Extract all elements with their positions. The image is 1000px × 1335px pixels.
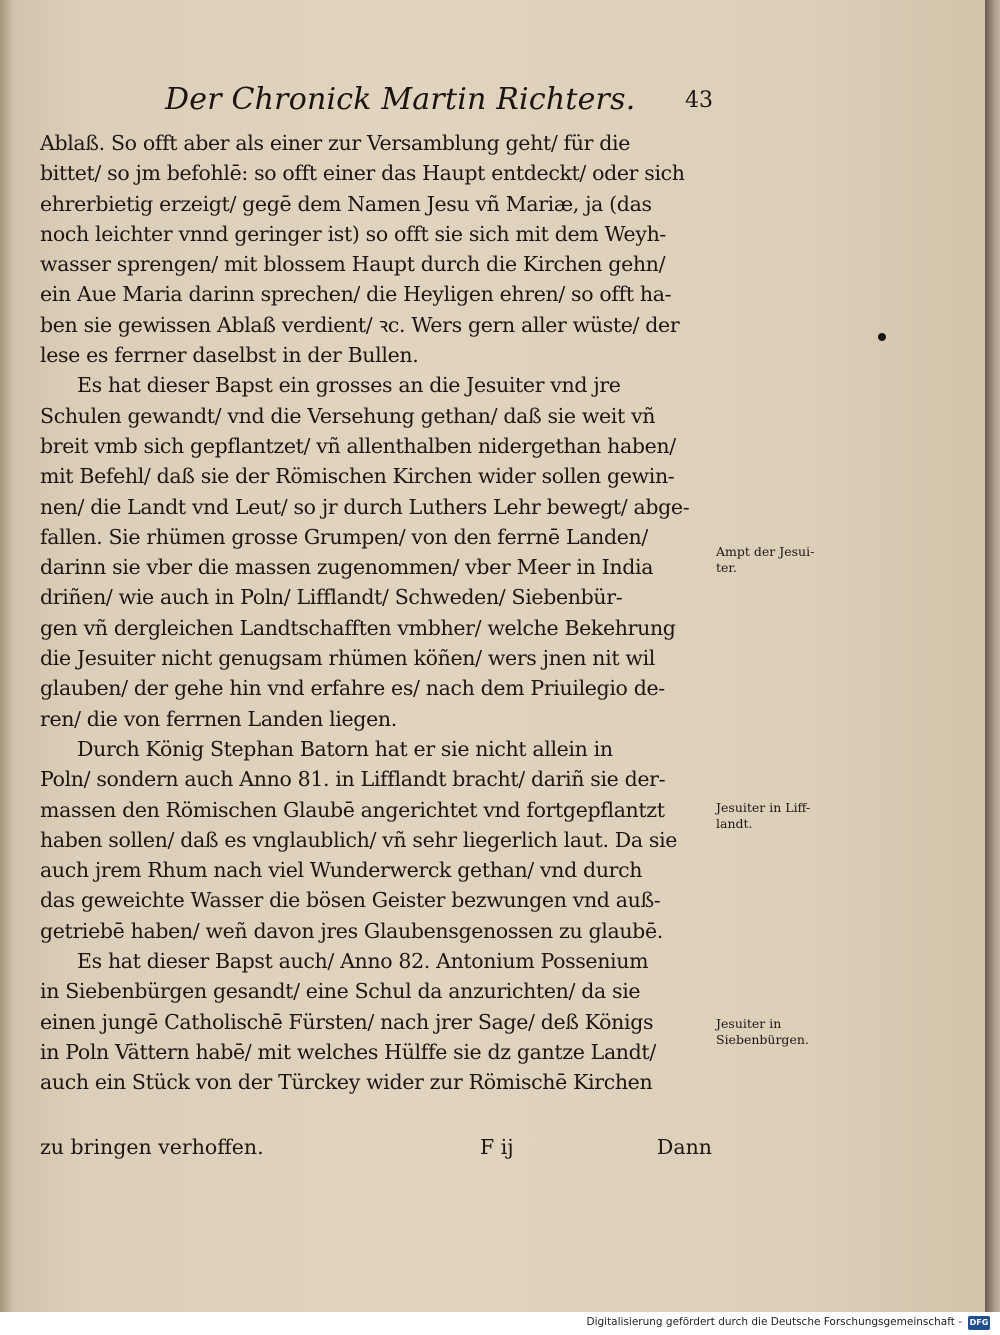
text-line: das geweichte Wasser die bösen Geister bezwungen vnd auß- <box>40 888 661 913</box>
marginal-note-jesuiter-in-siebenbuergen <box>716 1016 809 1048</box>
footer-bar <box>0 1312 1000 1335</box>
marginal-note-ampt-der-jesuiter <box>716 544 814 576</box>
text-line: darinn sie vber die massen zugenommen/ vber Meer in India <box>40 555 654 580</box>
text-line: die Jesuiter nicht genugsam rhümen köñen/ wers jnen nit wil <box>40 646 655 671</box>
marginal-note-line: Jesuiter in Liff- <box>716 800 811 815</box>
text-line: wasser sprengen/ mit blossem Haupt durch die Kirchen gehn/ <box>40 252 666 277</box>
text-line: in Poln Vättern habē/ mit welches Hülffe sie dz gantze Landt/ <box>40 1039 656 1064</box>
text-line: driñen/ wie auch in Poln/ Lifflandt/ Schweden/ Siebenbür- <box>40 585 623 610</box>
body-text <box>40 128 720 1098</box>
text-line: haben sollen/ daß es vnglaublich/ vñ sehr liegerlich laut. Da sie <box>40 827 678 852</box>
text-line: noch leichter vnnd geringer ist) so offt sie sich mit dem Weyh- <box>40 221 667 246</box>
marginal-note-jesuiter-in-lifflandt <box>716 800 810 832</box>
final-line-with-catchword <box>40 1132 712 1162</box>
text-line: ehrerbietig erzeigt/ gegē dem Namen Jesu vñ Mariæ, ja (das <box>40 191 652 216</box>
text-line: ein Aue Maria darinn sprechen/ die Heyligen ehren/ so offt ha- <box>40 282 672 307</box>
text-line: fallen. Sie rhümen grosse Grumpen/ von den ferrnē Landen/ <box>40 524 648 549</box>
funding-credit: Digitalisierung gefördert durch die Deutsche Forschungsgemeinschaft - <box>586 1316 962 1328</box>
text-line: Poln/ sondern auch Anno 81. in Lifflandt bracht/ dariñ sie der- <box>40 767 666 792</box>
text-line: Schulen gewandt/ vnd die Versehung gethan/ daß sie weit vñ <box>40 403 656 428</box>
ink-spot <box>878 333 886 341</box>
text-line: auch ein Stück von der Türckey wider zur Römischē Kirchen <box>40 1070 653 1095</box>
marginal-note-line: landt. <box>716 816 753 831</box>
text-line: in Siebenbürgen gesandt/ eine Schul da anzurichten/ da sie <box>40 979 641 1004</box>
text-line: massen den Römischen Glaubē angerichtet vnd fortgepflantzt <box>40 797 665 822</box>
marginal-note-line: ter. <box>716 560 737 575</box>
text-line: glauben/ der gehe hin vnd erfahre es/ nach dem Priuilegio de- <box>40 676 665 701</box>
text-line: auch jrem Rhum nach viel Wunderwerck gethan/ vnd durch <box>40 858 643 883</box>
text-line: nen/ die Landt vnd Leut/ so jr durch Luthers Lehr bewegt/ abge- <box>40 494 690 519</box>
page-number: 43 <box>685 88 713 113</box>
text-line: breit vmb sich gepflantzet/ vñ allenthalben nidergethan haben/ <box>40 433 676 458</box>
signature-mark: F ij <box>480 1135 514 1159</box>
running-head: Der Chronick Martin Richters. <box>165 82 636 117</box>
last-text-line: zu bringen verhoffen. <box>40 1135 264 1159</box>
marginal-note-line: Siebenbürgen. <box>716 1032 809 1047</box>
text-line: Durch König Stephan Batorn hat er sie nicht allein in <box>77 736 613 761</box>
text-line: bittet/ so jm befohlē: so offt einer das Haupt entdeckt/ oder sich <box>40 161 685 186</box>
text-line: Ablaß. So offt aber als einer zur Versamblung geht/ für die <box>40 131 631 155</box>
text-line: mit Befehl/ daß sie der Römischen Kirchen wider sollen gewin- <box>40 464 675 489</box>
marginal-note-line: Jesuiter in <box>716 1016 782 1031</box>
text-line: gen vñ dergleichen Landtschafften vmbher/ welche Bekehrung <box>40 615 676 640</box>
marginal-note-line: Ampt der Jesui- <box>716 544 815 559</box>
text-line: ren/ die von ferrnen Landen liegen. <box>40 706 397 731</box>
page-gutter-shadow <box>0 0 14 1312</box>
text-line: getriebē haben/ weñ davon jres Glaubensgenossen zu glaubē. <box>40 918 663 943</box>
text-line: lese es ferrner daselbst in der Bullen. <box>40 343 419 368</box>
page-header <box>165 82 725 124</box>
text-line: einen jungē Catholischē Fürsten/ nach jrer Sage/ deß Königs <box>40 1009 654 1034</box>
text-line: Es hat dieser Bapst ein grosses an die Jesuiter vnd jre <box>77 373 621 398</box>
text-line: ben sie gewissen Ablaß verdient/ ꝛc. Wers gern aller wüste/ der <box>40 312 680 337</box>
text-line: Es hat dieser Bapst auch/ Anno 82. Antonium Possenium <box>77 949 649 974</box>
dfg-logo: DFG <box>968 1316 990 1330</box>
catchword: Dann <box>656 1135 712 1159</box>
scan-edge <box>985 0 1000 1312</box>
